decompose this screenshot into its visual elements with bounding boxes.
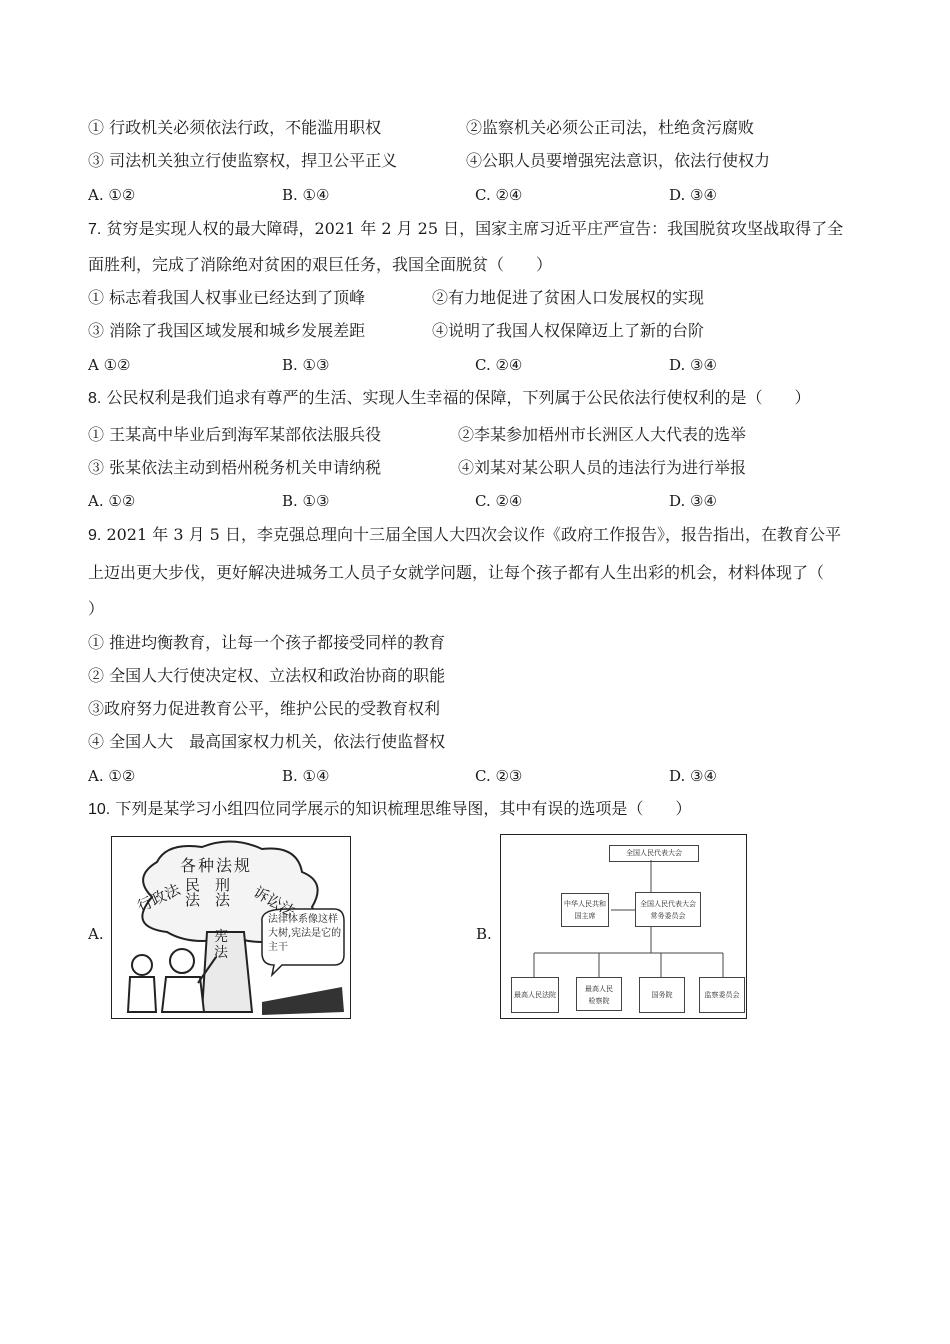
q8-item-4: ④刘某对某公职人员的违法行为进行举报	[458, 458, 747, 477]
org-box-standing-committee-line1: 全国人民代表大会	[640, 900, 696, 908]
org-box-supreme-court: 最高人民法院	[511, 977, 559, 1013]
q8-choice-c: C. ②④	[475, 492, 523, 510]
q9-stem-line3: ）	[88, 599, 105, 618]
man-head	[170, 949, 194, 973]
q6-choice-a: A. ①②	[88, 186, 136, 204]
q7-choice-c: C. ②④	[475, 356, 523, 374]
q10-stem-text: 下列是某学习小组四位同学展示的知识梳理思维导图，其中有误的选项是（ ）	[115, 799, 692, 818]
q6-choice-b: B. ①④	[282, 186, 330, 204]
org-box-standing-committee	[635, 892, 701, 927]
q7-item-2: ②有力地促进了贫困人口发展权的实现	[432, 288, 705, 307]
state-organs-chart	[500, 834, 747, 1019]
org-box-procuratorate-line1: 最高人民	[585, 985, 613, 993]
org-box-procuratorate	[576, 977, 622, 1011]
q10-number: 10.	[88, 801, 111, 818]
q7-item-1: ① 标志着我国人权事业已经达到了顶峰	[88, 288, 366, 307]
q9-stem-text: 2021 年 3 月 5 日，李克强总理向十三届全国人大四次会议作《政府工作报告》，报告指出，在教育公平	[106, 525, 841, 544]
q9-stem-line1	[88, 525, 841, 546]
q10-option-b-label: B.	[476, 925, 492, 943]
org-box-supervisory-commission: 监察委员会	[699, 977, 745, 1013]
q6-item-4: ④公职人员要增强宪法意识，依法行使权力	[466, 151, 771, 170]
q6-item-2: ②监察机关必须公正司法，杜绝贪污腐败	[466, 118, 755, 137]
q6-choice-d: D. ③④	[669, 186, 717, 204]
q9-choice-d: D. ③④	[669, 767, 717, 785]
org-box-president	[561, 893, 609, 927]
q10-stem-line1	[88, 799, 691, 820]
trunk-label: 宪法	[214, 929, 228, 961]
q6-item-1: ① 行政机关必须依法行政，不能滥用职权	[88, 118, 382, 137]
q8-choice-b: B. ①③	[282, 492, 330, 510]
org-box-president-line2: 国主席	[574, 912, 596, 920]
q6-item-3: ③ 司法机关独立行使监察权，捍卫公平正义	[88, 151, 398, 170]
q8-choice-a: A. ①②	[88, 492, 136, 510]
boy-head	[132, 955, 152, 975]
q8-choice-d: D. ③④	[669, 492, 717, 510]
q8-item-1: ① 王某高中毕业后到海军某部依法服兵役	[88, 425, 382, 444]
q7-item-4: ④说明了我国人权保障迈上了新的台阶	[432, 321, 705, 340]
q7-stem-text: 贫穷是实现人权的最大障碍，2021 年 2 月 25 日，国家主席习近平庄严宣告：我国脱贫攻坚战取得了全	[106, 219, 844, 238]
org-box-npc: 全国人民代表大会	[609, 845, 699, 862]
q6-choice-c: C. ②④	[475, 186, 523, 204]
boy-body	[128, 977, 156, 1012]
q7-item-3: ③ 消除了我国区域发展和城乡发展差距	[88, 321, 366, 340]
q7-stem-line2: 面胜利，完成了消除绝对贫困的艰巨任务，我国全面脱贫（ ）	[88, 255, 553, 274]
org-box-standing-committee-line2: 常务委员会	[650, 912, 686, 920]
q9-item-3: ③政府努力促进教育公平，维护公民的受教育权利	[88, 699, 441, 718]
branch-label-4: 诉讼法	[250, 882, 299, 921]
q9-choice-b: B. ①④	[282, 767, 330, 785]
q8-stem-text: 公民权利是我们追求有尊严的生活、实现人生幸福的保障，下列属于公民依法行使权利的是（ ）	[106, 388, 811, 407]
q7-number: 7.	[88, 221, 102, 238]
q9-stem-line2: 上迈出更大步伐，更好解决进城务工人员子女就学问题，让每个孩子都有人生出彩的机会，材料体现了（	[88, 563, 825, 582]
q7-choice-b: B. ①③	[282, 356, 330, 374]
branch-label-1: 行政法	[134, 880, 183, 916]
q9-item-2: ② 全国人大行使决定权、立法权和政治协商的职能	[88, 666, 446, 685]
q8-stem-line1	[88, 388, 810, 409]
q9-choice-c: C. ②③	[475, 767, 523, 785]
q8-item-2: ②李某参加梧州市长洲区人大代表的选举	[458, 425, 747, 444]
crown-label: 各种法规	[180, 856, 253, 875]
branch-label-2: 民法	[183, 877, 201, 907]
q7-choice-a: A ①②	[88, 356, 131, 374]
speech-bubble-text: 法律体系像这样大树,宪法是它的主干	[268, 914, 342, 953]
q9-item-1: ① 推进均衡教育，让每一个孩子都接受同样的教育	[88, 633, 446, 652]
org-box-procuratorate-line2: 检察院	[588, 997, 610, 1005]
q9-choice-a: A. ①②	[88, 767, 136, 785]
q7-stem-line1	[88, 219, 843, 240]
org-box-state-council: 国务院	[639, 977, 685, 1013]
q10-option-a-label: A.	[88, 925, 104, 943]
law-tree-cartoon	[111, 836, 351, 1019]
org-box-president-line1: 中华人民共和	[564, 900, 606, 908]
q8-item-3: ③ 张某依法主动到梧州税务机关申请纳税	[88, 458, 382, 477]
q9-item-4: ④ 全国人大 最高国家权力机关，依法行使监督权	[88, 732, 446, 751]
q7-choice-d: D. ③④	[669, 356, 717, 374]
q9-number: 9.	[88, 527, 102, 544]
branch-label-3: 刑法	[213, 877, 231, 907]
ground-shade	[262, 987, 344, 1015]
q8-number: 8.	[88, 390, 102, 407]
